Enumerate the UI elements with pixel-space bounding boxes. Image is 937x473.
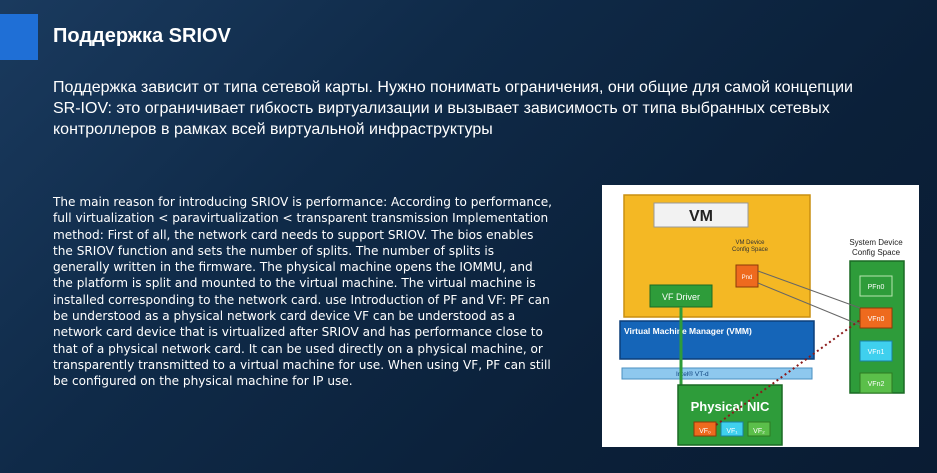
pnd-label: Pnd (741, 275, 753, 281)
sys-config-line2: Config Space (851, 248, 901, 257)
vtd-label: Intel® VT-d (676, 371, 709, 378)
vfn0-label: VFn0 (867, 316, 885, 323)
vfn1-label: VFn1 (867, 349, 885, 356)
pfn0-label: PFn0 (867, 284, 885, 291)
nic-vf1-label: VF₁ (726, 428, 738, 435)
vm-device-config-line1: VM Device (735, 240, 765, 246)
slide-body-text: The main reason for introducing SRIOV is performance: According to performance, full virtualization < paravirtualization < transparent transmission Implementation method: First of all, the network card needs to support SRIOV. The bios enables the SRIOV function and sets the number of splits. The number of splits is generally written in the firmware. The physical machine opens the IOMMU, and the platform is split and mounted to the virtual machine. The virtual machine is installed corresponding to the network card. use Introduction of PF and VF: PF can be understood as a physical network card device VF can be understood as a network card device that is virtualized after SRIOV and has performance close to that of a physical network card. It can be used directly on a physical machine, or transparently transmitted to a virtual machine for use. When using VF, PF can still be configured on the physical machine for IP use. (53, 195, 553, 389)
vf-driver-label: VF Driver (662, 292, 700, 302)
nic-vf2-label: VF₂ (753, 428, 765, 435)
nic-vf0-label: VF₀ (699, 428, 711, 435)
vfn2-label: VFn2 (867, 381, 885, 388)
vm-label: VM (689, 208, 713, 225)
sys-config-line1: System Device (849, 238, 903, 247)
vm-device-config-line2: Config Space (731, 247, 769, 253)
vtd-bar (622, 368, 812, 379)
title-accent-bar (0, 14, 38, 60)
sriov-diagram (602, 185, 919, 447)
slide-intro-text: Поддержка зависит от типа сетевой карты. Нужно понимать ограничения, они общие для самой концепции SR-IOV: это ограничивает гибкость виртуализации и вызывает зависимость от типа выбранных сетевых контроллеров в рамках всей виртуальной инфраструктуры (53, 79, 853, 138)
physical-nic-label: Physical NIC (690, 399, 770, 414)
vmm-label: Virtual Machine Manager (VMM) (624, 326, 752, 336)
slide-title: Поддержка SRIOV (53, 25, 231, 47)
